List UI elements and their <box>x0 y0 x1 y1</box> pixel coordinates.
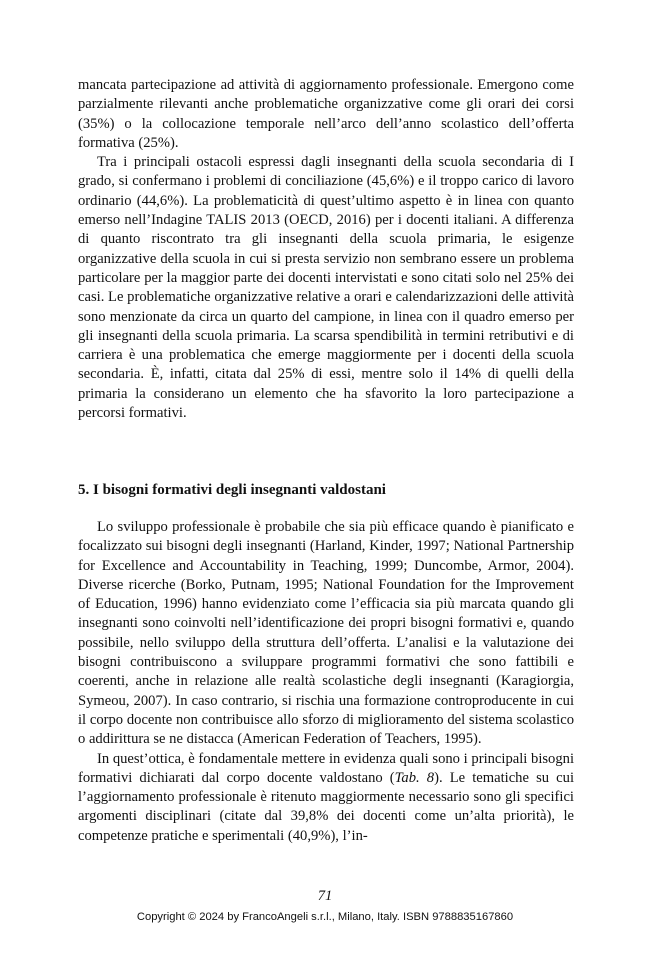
paragraph <box>78 750 574 846</box>
paragraph-text: ). Le tematiche su cui l’aggiornamento professionale è ritenuto maggiormente necessario sono gli specifici argomenti disciplinari (citate dal 39,8% dei docenti come un’alta priorità), le competenze pratiche e sperimentali (40,9%), l’in- <box>78 769 574 844</box>
paragraph-text: In quest’ottica, è fondamentale mettere in evidenza quali sono i principali bisogni formativi dichiarati dal corpo docente valdostano ( <box>78 750 574 786</box>
paragraph: mancata partecipazione ad attività di aggiornamento professionale. Emergono come parzialmente rilevanti anche problematiche organizzative come gli orari dei corsi (35%) o la collocazione temporale nell’arco dell’anno scolastico dell’offerta formativa (25%). <box>78 77 574 151</box>
section-heading: 5. I bisogni formativi degli insegnanti valdostani <box>78 482 386 498</box>
copyright-notice: Copyright © 2024 by FrancoAngeli s.r.l., Milano, Italy. ISBN 9788835167860 <box>136 911 514 923</box>
body-text-section <box>78 518 574 846</box>
page-number: 71 <box>317 888 333 904</box>
table-reference: Tab. 8 <box>394 769 435 786</box>
paragraph: Lo sviluppo professionale è probabile che sia più efficace quando è pianificato e focalizzato sui bisogni degli insegnanti (Harland, Kinder, 1997; National Partnership for Excellence and Accountability in Teaching, 1999; Duncombe, Armor, 2004). Diverse ricerche (Borko, Putnam, 1995; National Foundation for the Improvement of Education, 1996) hanno evidenziato come l’efficacia sia più marcata quando gli insegnanti sono coinvolti nell’identificazione dei propri bisogni formativi e, quando possibile, nello sviluppo della struttura dell’offerta. L’analisi e la valutazione dei bisogni contribuiscono a sviluppare programmi formativi che sono fattibili e coerenti, anche in relazione alle realtà scolastiche degli insegnanti (Karagiorgia, Symeou, 2007). In caso contrario, si rischia una formazione controproducente in cui il corpo docente non contribuisce allo sforzo di miglioramento del sistema scolastico o addirittura se ne distacca (American Federation of Teachers, 1995). <box>78 519 574 748</box>
body-text-top <box>78 76 574 423</box>
paragraph: Tra i principali ostacoli espressi dagli insegnanti della scuola secondaria di I grado, si confermano i problemi di conciliazione (45,6%) e il troppo carico di lavoro ordinario (44,6%). La problematicità di quest’ultimo aspetto è in linea con quanto emerso nell’Indagine TALIS 2013 (OECD, 2016) per i docenti italiani. A differenza di quanto riscontrato tra gli insegnanti della scuola primaria, le esigenze organizzative della scuola in cui si presta servizio non sembrano essere un problema particolare per la maggior parte dei docenti intervistati e sono citati solo nel 25% dei casi. Le problematiche organizzative relative a orari e calendarizzazioni delle attività sono menzionate da circa un quarto del campione, in linea con il quadro emerso per gli insegnanti della scuola primaria. La scarsa spendibilità in termini retributivi e di carriera è una problematica che emerge maggiormente per i docenti della scuola secondaria. È, infatti, citata dal 25% di essi, mentre solo il 14% di quelli della primaria la considerano un elemento che ha sfavorito la loro partecipazione a percorsi formativi. <box>78 154 574 422</box>
